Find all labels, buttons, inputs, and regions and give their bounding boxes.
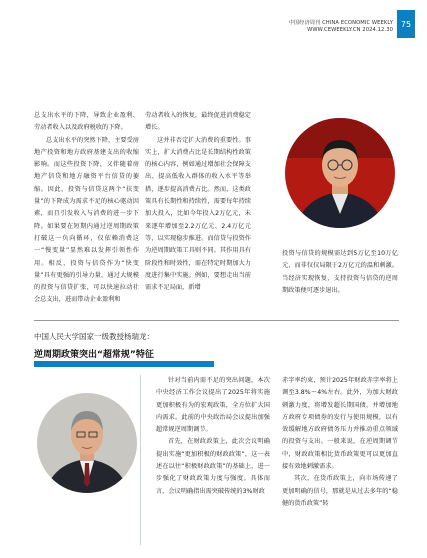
paragraph: 其次，在货币政策上，向市场传递了更加明确的信号，那就是从过去多年的“稳健的货币政策”转 [282, 475, 398, 507]
portrait-photo-man-gray-hair [37, 393, 137, 493]
bottom-article-col-2 [282, 375, 398, 510]
paragraph: 首先，在财政政策上，此次会议明确提出实施“更加积极的财政政策”，这一表述在以往“积极财政政策”的基础上，进一步强化了财政政策力度与强度。具体而言，会议明确指出需突破传统的3%财政 [156, 438, 270, 495]
top-article-col-2 [145, 110, 251, 294]
bottom-article-col-1 [156, 375, 270, 498]
section-divider [34, 320, 399, 321]
section-title: 逆周期政策突出“超常规”特征 [34, 350, 154, 360]
section-subtitle: 中国人民大学国家一级教授杨瑞龙： [34, 332, 154, 341]
masthead [289, 20, 393, 34]
paragraph: 总支出水平的突然下降，主要受房地产投资和地方政府基建支出的收缩影响。而这些投资下降，又伴随着房地产信贷和地方融资平台信贷的萎缩。因此，投资与信贷这两个“扶变量”的下降成为需求不足的核心驱动因素，而且引发收入与消费的进一步下降。如果要在短期内通过逆周期政策打破这一负向循环，仅依赖消费这一“慢变量”显然难以发挥引领性作用。相反，投资与信贷作为“快变量”具有更强的引导力量，通过大规模的投资与信贷扩张，可以快速拉动社会总支出，进而带动企业盈利和 [34, 136, 139, 304]
paragraph: 这并非否定扩大消费的重要性。事实上，扩大消费占比是长期结构性政策的核心内容，例如通过增加社会保障支出、提高低收入群体的收入水平等举措，逐步提高消费占比。然而，这类政策具有长期性和持续性，需要每年持续加大投入，比如今年投入2万亿元，未来逐年增加至2.2万亿元、2.4万亿元等，以实现稳步推进。而信贷与投资作为逆周期政策工具则不同。其作用具有阶段性和时效性，需在特定时期加大力度进行集中实施。例如，要想走出当前需求不足局面，新增 [145, 136, 251, 292]
paragraph: 劳动者收入的恢复，最终促进消费稳定增长。 [145, 112, 251, 132]
magazine-name: 中国经济周刊 CHINA ECONOMIC WEEKLY [288, 20, 393, 26]
title-accent-bar [34, 361, 214, 367]
paragraph: 赤字率约束，预计2025年财政赤字率将上调至3.8%～4%左右。此外，为加大财政刺激力度，将增发超长期国债，并增加地方政府专项债券的发行与使用规模，以有效缓解地方政府债务压力并推动重点领域的投资与支出。一般来说，在逆周期调节中，财政政策相比货币政策更可以更加直接有效地刺激需求。 [282, 377, 398, 471]
top-article-col-1 [34, 110, 139, 307]
page-number: 75 [397, 10, 415, 38]
column-bracket-decoration [140, 375, 155, 545]
paragraph: 总支出水平的下降，导致企业盈利、劳动者收入以及政府税收的下降。 [34, 112, 139, 132]
portrait-photo-man-glasses [285, 118, 395, 228]
paragraph: 投资与信贷的规模需达到5万亿至10万亿元，而非仅仅局限于2万亿元的温和刺激。当经济实现恢复，支持投资与信贷的逆周期政策便可逐步退出。 [282, 250, 398, 294]
website-date: WWW.CEWEEKLY.CN 2024.12.30 [307, 27, 393, 33]
paragraph: 针对当前内需不足的突出问题，本次中央经济工作会议提出了2025年将实施更加积极有为的宏观政策，全方位扩大国内需求。此前的中央政治局会议提出加强超常规逆周期调节。 [156, 377, 270, 434]
top-article-col-3 [282, 248, 398, 297]
